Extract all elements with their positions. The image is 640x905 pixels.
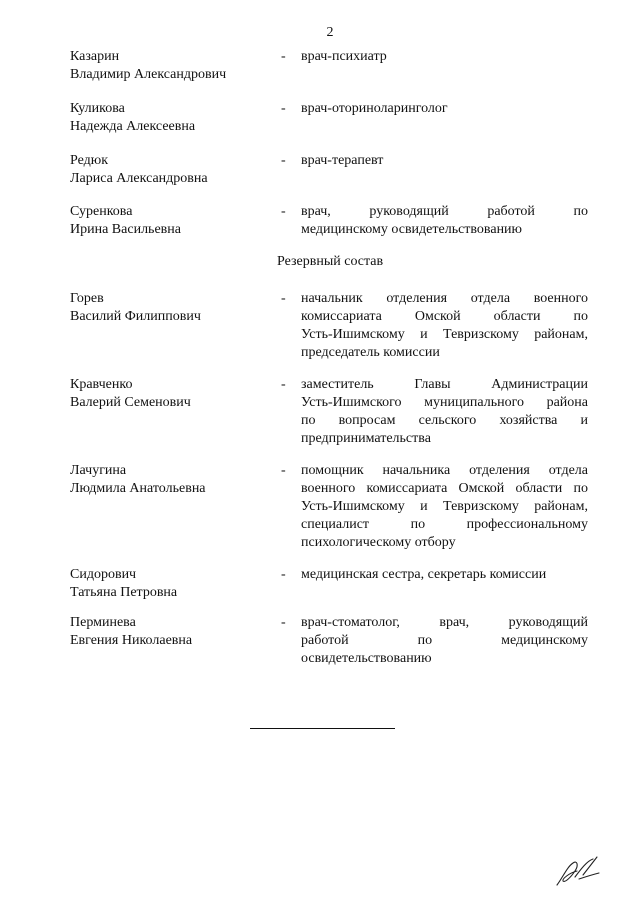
role-line: Усть-Ишимскому и Тевризскому районам, (301, 499, 588, 514)
member-given: Лариса Александровна (70, 171, 208, 186)
role-line: по вопросам сельского хозяйства и (301, 413, 588, 428)
member-surname: Кравченко (70, 377, 133, 392)
role-line: Усть-Ишимскому и Тевризскому районам, (301, 327, 588, 342)
member-name (70, 376, 270, 412)
member-name (70, 290, 270, 326)
member-surname: Перминева (70, 615, 136, 630)
dash-separator: - (281, 463, 286, 478)
dash-separator: - (281, 291, 286, 306)
role-line: медицинская сестра, секретарь комиссии (301, 567, 547, 582)
member-role (301, 48, 588, 66)
member-name (70, 614, 270, 650)
member-given: Валерий Семенович (70, 395, 191, 410)
member-name (70, 48, 270, 84)
role-line: врач-терапевт (301, 153, 384, 168)
member-role (301, 376, 588, 448)
role-line: предпринимательства (301, 431, 431, 446)
member-name (70, 566, 270, 602)
role-line: помощник начальника отделения отдела (301, 463, 588, 478)
member-role (301, 566, 588, 584)
member-given: Василий Филиппович (70, 309, 201, 324)
role-line: работой по медицинскому (301, 633, 588, 648)
dash-separator: - (281, 204, 286, 219)
role-line: специалист по профессиональному (301, 517, 588, 532)
member-role (301, 614, 588, 668)
role-line: врач, руководящий работой по (301, 204, 588, 219)
dash-separator: - (281, 615, 286, 630)
reserve-section-title: Резервный состав (277, 254, 384, 269)
member-given: Татьяна Петровна (70, 585, 178, 600)
member-role (301, 100, 588, 118)
role-line: военного комиссариата Омской области по (301, 481, 588, 496)
member-role (301, 290, 588, 362)
role-line: комиссариата Омской области по (301, 309, 588, 324)
dash-separator: - (281, 49, 286, 64)
member-role (301, 462, 588, 552)
member-name (70, 462, 270, 498)
role-line: врач-стоматолог, врач, руководящий (301, 615, 588, 630)
dash-separator: - (281, 153, 286, 168)
role-line: врач-оториноларинголог (301, 101, 448, 116)
member-given: Владимир Александрович (70, 67, 227, 82)
member-role (301, 203, 588, 239)
member-given: Надежда Алексеевна (70, 119, 196, 134)
member-surname: Редюк (70, 153, 109, 168)
member-surname: Горев (70, 291, 104, 306)
member-name (70, 100, 270, 136)
page-number: 2 (326, 25, 334, 40)
role-line: Усть-Ишимского муниципального района (301, 395, 588, 410)
member-given: Ирина Васильевна (70, 222, 181, 237)
role-line: психологическому отбору (301, 535, 456, 550)
member-surname: Суренкова (70, 204, 133, 219)
member-given: Людмила Анатольевна (70, 481, 206, 496)
role-line: заместитель Главы Администрации (301, 377, 588, 392)
role-line: председатель комиссии (301, 345, 440, 360)
member-role (301, 152, 588, 170)
role-line: освидетельствованию (301, 651, 432, 666)
handwritten-signature (553, 855, 601, 889)
member-surname: Казарин (70, 49, 120, 64)
member-surname: Лачугина (70, 463, 127, 478)
dash-separator: - (281, 567, 286, 582)
end-rule (250, 728, 395, 729)
role-line: врач-психиатр (301, 49, 387, 64)
member-given: Евгения Николаевна (70, 633, 193, 648)
dash-separator: - (281, 377, 286, 392)
member-surname: Куликова (70, 101, 125, 116)
member-name (70, 152, 270, 188)
member-surname: Сидорович (70, 567, 137, 582)
member-name (70, 203, 270, 239)
dash-separator: - (281, 101, 286, 116)
role-line: медицинскому освидетельствованию (301, 222, 523, 237)
role-line: начальник отделения отдела военного (301, 291, 588, 306)
